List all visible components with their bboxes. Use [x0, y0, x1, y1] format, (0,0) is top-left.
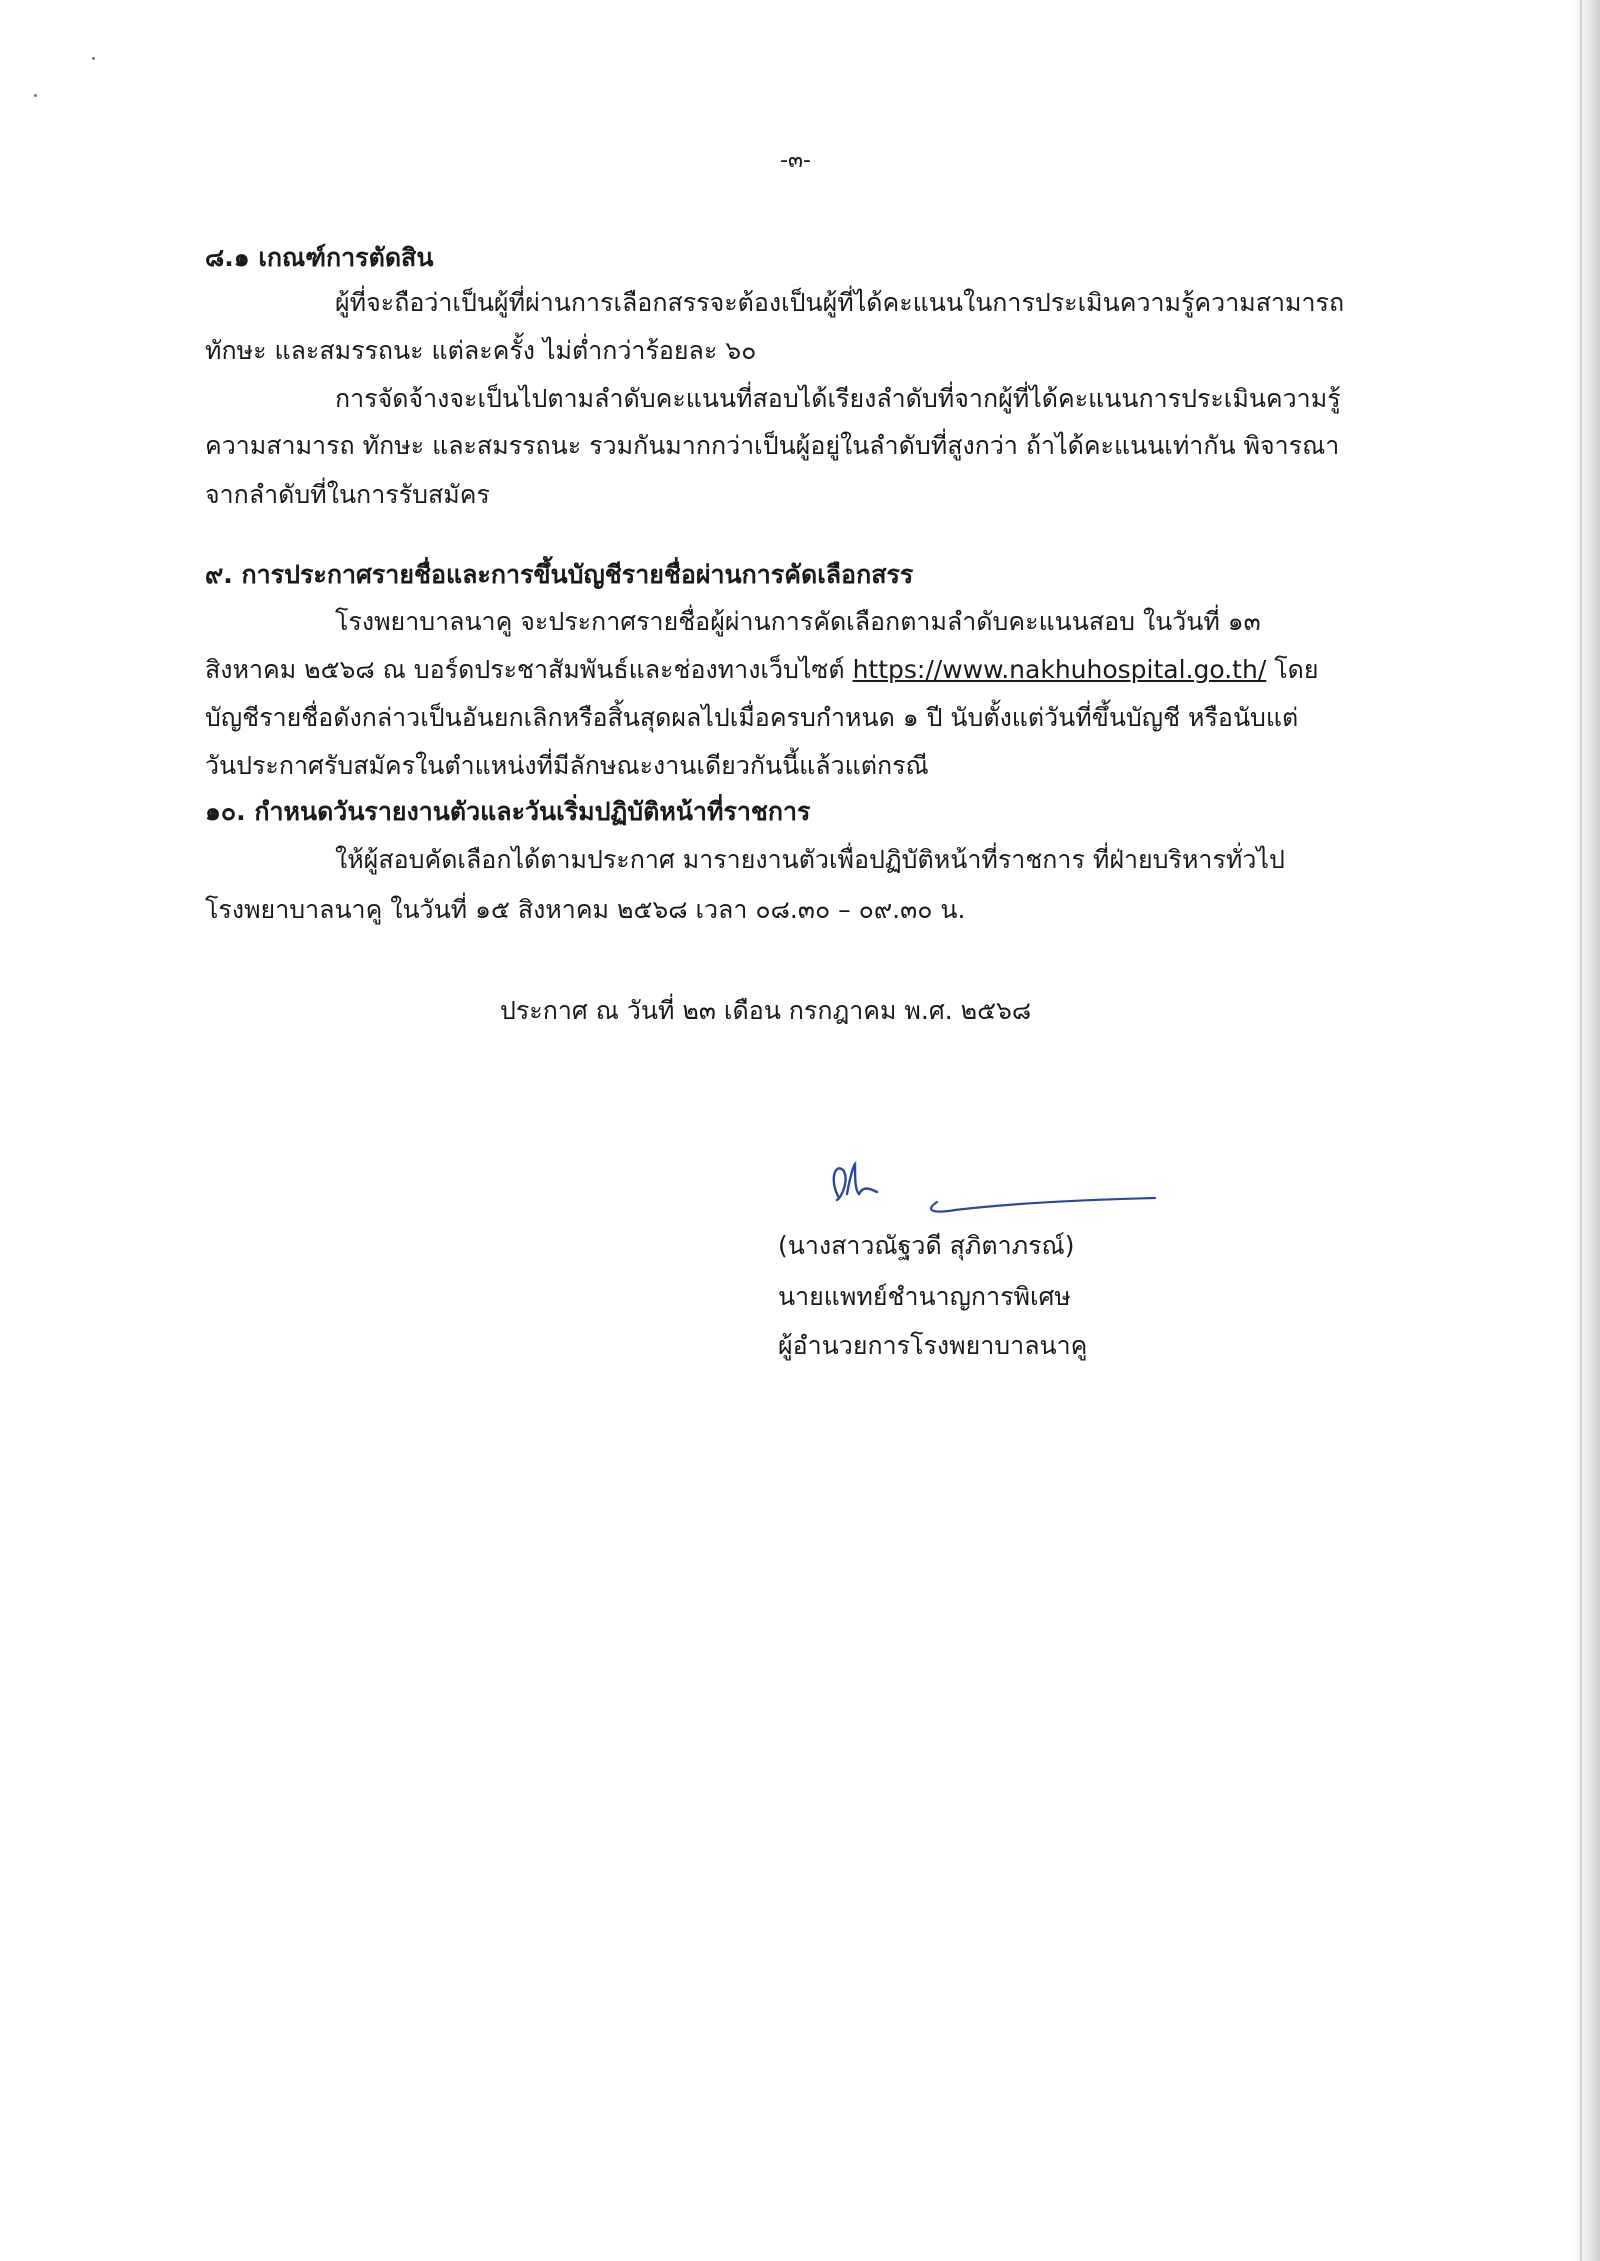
scan-edge-line	[1580, 0, 1582, 2261]
section-9-line4: วันประกาศรับสมัครในตำแหน่งที่มีลักษณะงานเดียวกันนี้แล้วแต่กรณี	[205, 751, 929, 780]
section-8-1-para2-line1: การจัดจ้างจะเป็นไปตามลำดับคะแนนที่สอบได้เรียงลำดับที่จากผู้ที่ได้คะแนนการประเมินความรู้	[335, 384, 1341, 413]
scan-edge-shadow	[1572, 0, 1600, 2261]
page-number: -๓-	[780, 148, 811, 173]
section-8-1-para2-line2: ความสามารถ ทักษะ และสมรรถนะ รวมกันมากกว่าเป็นผู้อยู่ในลำดับที่สูงกว่า ถ้าได้คะแนนเท่ากัน พิจารณา	[205, 431, 1340, 460]
signatory-position: นายแพทย์ชำนาญการพิเศษ	[778, 1282, 1071, 1311]
announcement-date: ประกาศ ณ วันที่ ๒๓ เดือน กรกฎาคม พ.ศ. ๒๕๖๘	[500, 996, 1032, 1025]
section-9-heading: ๙. การประกาศรายชื่อและการขึ้นบัญชีรายชื่อผ่านการคัดเลือกสรร	[205, 560, 914, 589]
signatory-name: (นางสาวณัฐวดี สุภิตาภรณ์)	[778, 1231, 1075, 1260]
section-9-line2-text: สิงหาคม ๒๕๖๘ ณ บอร์ดประชาสัมพันธ์และช่องทางเว็บไซต์	[205, 655, 853, 684]
hospital-website-link[interactable]: https://www.nakhuhospital.go.th/	[852, 655, 1267, 684]
section-8-1-para1-line2: ทักษะ และสมรรถนะ แต่ละครั้ง ไม่ต่ำกว่าร้อยละ ๖๐	[205, 336, 757, 365]
section-9-line3: บัญชีรายชื่อดังกล่าวเป็นอันยกเลิกหรือสิ้นสุดผลไปเมื่อครบกำหนด ๑ ปี นับตั้งแต่วันที่ขึ้นบัญชี หรือนับแต่	[205, 703, 1299, 732]
signatory-title: ผู้อำนวยการโรงพยาบาลนาคู	[778, 1331, 1088, 1360]
section-9-line1: โรงพยาบาลนาคู จะประกาศรายชื่อผู้ผ่านการคัดเลือกตามลำดับคะแนนสอบ ในวันที่ ๑๓	[335, 607, 1261, 636]
section-10-line2: โรงพยาบาลนาคู ในวันที่ ๑๕ สิงหาคม ๒๕๖๘ เวลา ๐๘.๓๐ – ๐๙.๓๐ น.	[205, 895, 966, 924]
section-8-1-heading: ๘.๑ เกณฑ์การตัดสิน	[205, 243, 434, 272]
section-9-line2-suffix: โดย	[1266, 655, 1319, 684]
section-10-line1: ให้ผู้สอบคัดเลือกได้ตามประกาศ มารายงานตัวเพื่อปฏิบัติหน้าที่ราชการ ที่ฝ่ายบริหารทั่วไป	[335, 845, 1285, 874]
section-10-heading: ๑๐. กำหนดวันรายงานตัวและวันเริ่มปฏิบัติหน้าที่ราชการ	[205, 797, 811, 826]
section-8-1-para2-line3: จากลำดับที่ในการรับสมัคร	[205, 480, 490, 509]
section-8-1-para1-line1: ผู้ที่จะถือว่าเป็นผู้ที่ผ่านการเลือกสรรจะต้องเป็นผู้ที่ได้คะแนนในการประเมินความรู้ความสามารถ	[335, 288, 1345, 317]
section-9-line2	[205, 652, 1319, 688]
scan-speck	[92, 57, 95, 60]
signature-mark	[825, 1158, 1165, 1238]
scan-speck	[34, 94, 37, 97]
